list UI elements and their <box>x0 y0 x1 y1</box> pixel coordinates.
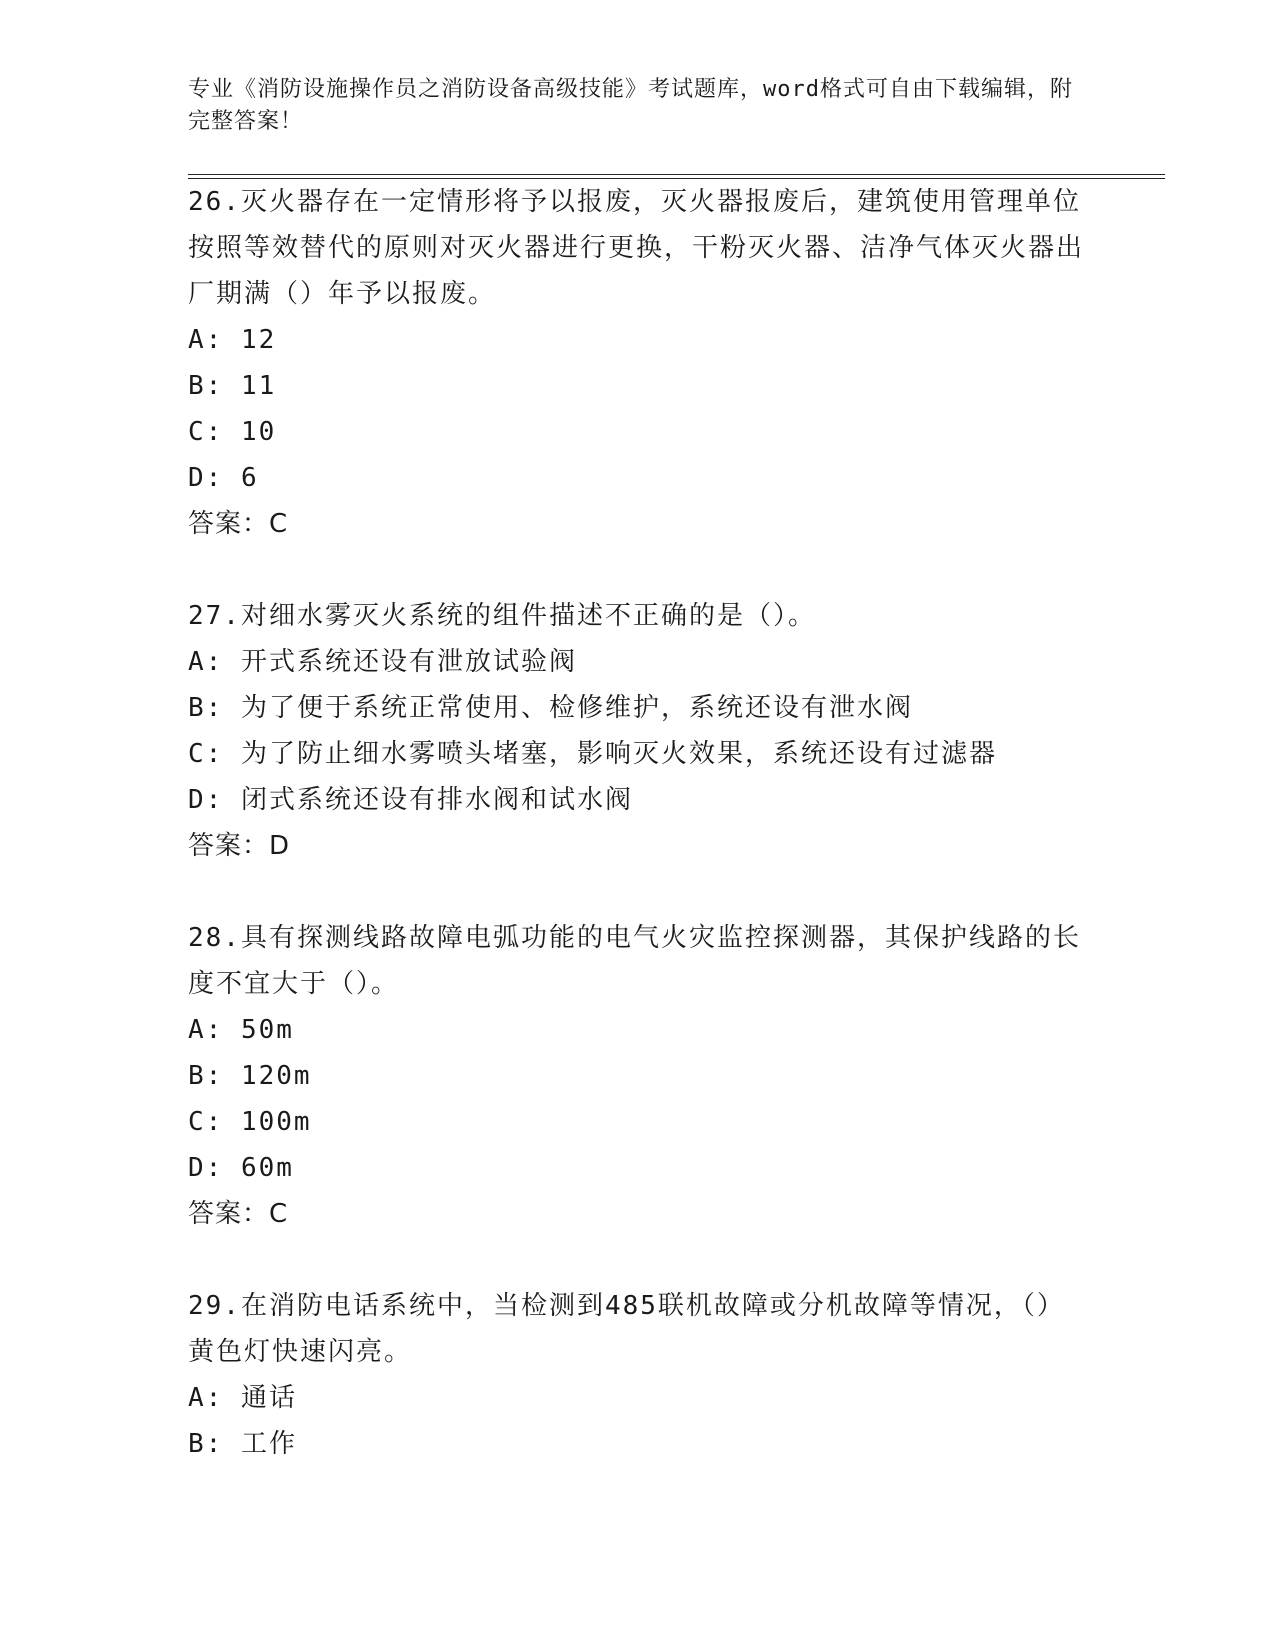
question-spacer <box>188 1237 1168 1283</box>
option-c: C: 10 <box>188 417 277 447</box>
question-stem: 27.对细水雾灭火系统的组件描述不正确的是（）。 <box>188 601 816 631</box>
answer-line: 答案：C <box>188 509 289 539</box>
option-d: D: 6 <box>188 463 259 493</box>
question-spacer <box>188 869 1168 915</box>
option-d: D: 60m <box>188 1153 294 1183</box>
answer-line: 答案：C <box>188 1199 289 1229</box>
question-spacer <box>188 547 1168 593</box>
option-a: A: 50m <box>188 1015 294 1045</box>
question-27 <box>188 593 1168 869</box>
question-28 <box>188 915 1168 1237</box>
header-note: 专业《消防设施操作员之消防设备高级技能》考试题库，word格式可自由下载编辑，附完整答案！ <box>188 77 1073 134</box>
question-stem: 28.具有探测线路故障电弧功能的电气火灾监控探测器，其保护线路的长度不宜大于（）。 <box>188 923 1081 999</box>
option-a: A: 12 <box>188 325 277 355</box>
document-page <box>188 74 1168 1467</box>
option-c: C: 100m <box>188 1107 312 1137</box>
option-c: C: 为了防止细水雾喷头堵塞，影响灭火效果，系统还设有过滤器 <box>188 739 997 769</box>
option-a: A: 通话 <box>188 1383 297 1413</box>
option-b: B: 11 <box>188 371 277 401</box>
question-29 <box>188 1283 1168 1467</box>
answer-line: 答案：D <box>188 831 291 861</box>
option-b: B: 工作 <box>188 1429 297 1459</box>
option-a: A: 开式系统还设有泄放试验阀 <box>188 647 577 677</box>
question-26 <box>188 179 1168 547</box>
question-stem: 29.在消防电话系统中，当检测到485联机故障或分机故障等情况，（）黄色灯快速闪亮。 <box>188 1291 1065 1367</box>
option-b: B: 120m <box>188 1061 312 1091</box>
option-b: B: 为了便于系统正常使用、检修维护，系统还设有泄水阀 <box>188 693 913 723</box>
question-stem: 26.灭火器存在一定情形将予以报废，灭火器报废后，建筑使用管理单位按照等效替代的原则对灭火器进行更换，干粉灭火器、洁净气体灭火器出厂期满（）年予以报废。 <box>188 187 1085 309</box>
option-d: D: 闭式系统还设有排水阀和试水阀 <box>188 785 633 815</box>
